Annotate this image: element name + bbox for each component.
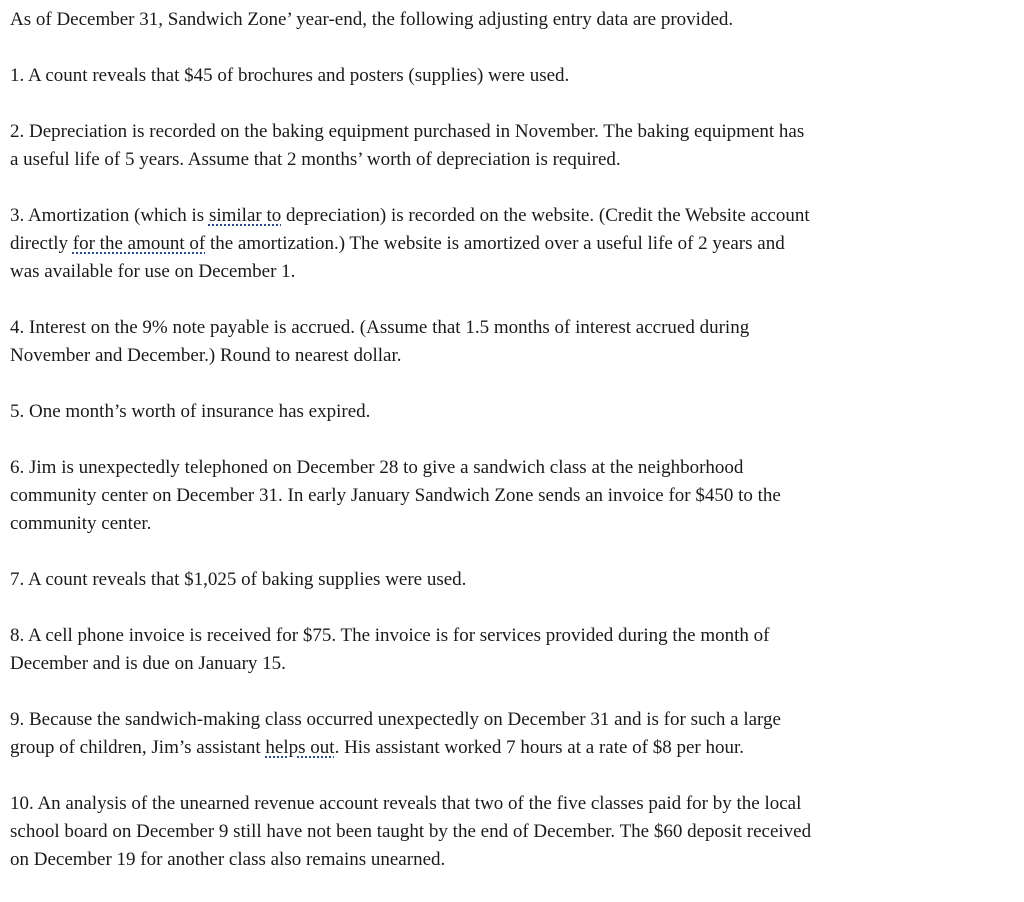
item-3-line-1-text-c: depreciation) is recorded on the website. (Credit the Website account — [281, 205, 810, 226]
item-3-line-1-text-a: 3. Amortization (which is — [10, 205, 209, 226]
item-9 — [10, 706, 1010, 762]
item-6-line-2: community center on December 31. In early January Sandwich Zone sends an invoice for $450 to the — [10, 485, 781, 506]
item-7-line-1: 7. A count reveals that $1,025 of baking supplies were used. — [10, 569, 467, 590]
item-3-line-3: was available for use on December 1. — [10, 261, 296, 282]
item-10 — [10, 790, 1010, 874]
item-3 — [10, 202, 1010, 286]
grammar-flag-similar-to[interactable]: similar to — [208, 205, 282, 226]
item-8-line-1: 8. A cell phone invoice is received for $75. The invoice is for services provided during the month of — [10, 625, 770, 646]
item-4-line-2: November and December.) Round to nearest dollar. — [10, 345, 402, 366]
item-9-line-1: 9. Because the sandwich-making class occurred unexpectedly on December 31 and is for such a large — [10, 709, 781, 730]
item-7 — [10, 566, 1010, 594]
item-6-line-3: community center. — [10, 513, 152, 534]
item-10-line-1: 10. An analysis of the unearned revenue account reveals that two of the five classes paid for by the local — [10, 793, 802, 814]
item-3-line-1 — [10, 202, 1010, 230]
item-4 — [10, 314, 1010, 370]
item-8 — [10, 622, 1010, 678]
grammar-flag-helps-out[interactable]: helps out — [265, 737, 335, 758]
item-2-line-1: 2. Depreciation is recorded on the baking equipment purchased in November. The baking equipment has — [10, 121, 805, 142]
intro-paragraph — [10, 6, 1010, 34]
item-3-line-2-text-c: the amortization.) The website is amortized over a useful life of 2 years and — [205, 233, 785, 254]
item-6-line-1: 6. Jim is unexpectedly telephoned on December 28 to give a sandwich class at the neighborhood — [10, 457, 744, 478]
item-5-line-1: 5. One month’s worth of insurance has expired. — [10, 401, 371, 422]
item-1-line-1: 1. A count reveals that $45 of brochures and posters (supplies) were used. — [10, 65, 570, 86]
item-9-line-2-text-a: group of children, Jim’s assistant — [10, 737, 266, 758]
item-3-line-2-text-a: directly — [10, 233, 73, 254]
grammar-flag-for-the-amount-of[interactable]: for the amount of — [72, 233, 206, 254]
document-body — [10, 6, 1010, 902]
item-10-line-3: on December 19 for another class also remains unearned. — [10, 849, 446, 870]
item-4-line-1: 4. Interest on the 9% note payable is accrued. (Assume that 1.5 months of interest accrued during — [10, 317, 750, 338]
item-8-line-2: December and is due on January 15. — [10, 653, 286, 674]
item-9-line-2 — [10, 734, 1010, 762]
item-10-line-2: school board on December 9 still have not been taught by the end of December. The $60 deposit received — [10, 821, 812, 842]
item-3-line-2 — [10, 230, 1010, 258]
item-5 — [10, 398, 1010, 426]
item-2-line-2: a useful life of 5 years. Assume that 2 months’ worth of depreciation is required. — [10, 149, 621, 170]
intro-line: As of December 31, Sandwich Zone’ year-end, the following adjusting entry data are provided. — [10, 9, 734, 30]
item-6 — [10, 454, 1010, 538]
item-2 — [10, 118, 1010, 174]
item-1 — [10, 62, 1010, 90]
item-9-line-2-text-c: . His assistant worked 7 hours at a rate of $8 per hour. — [334, 737, 745, 758]
